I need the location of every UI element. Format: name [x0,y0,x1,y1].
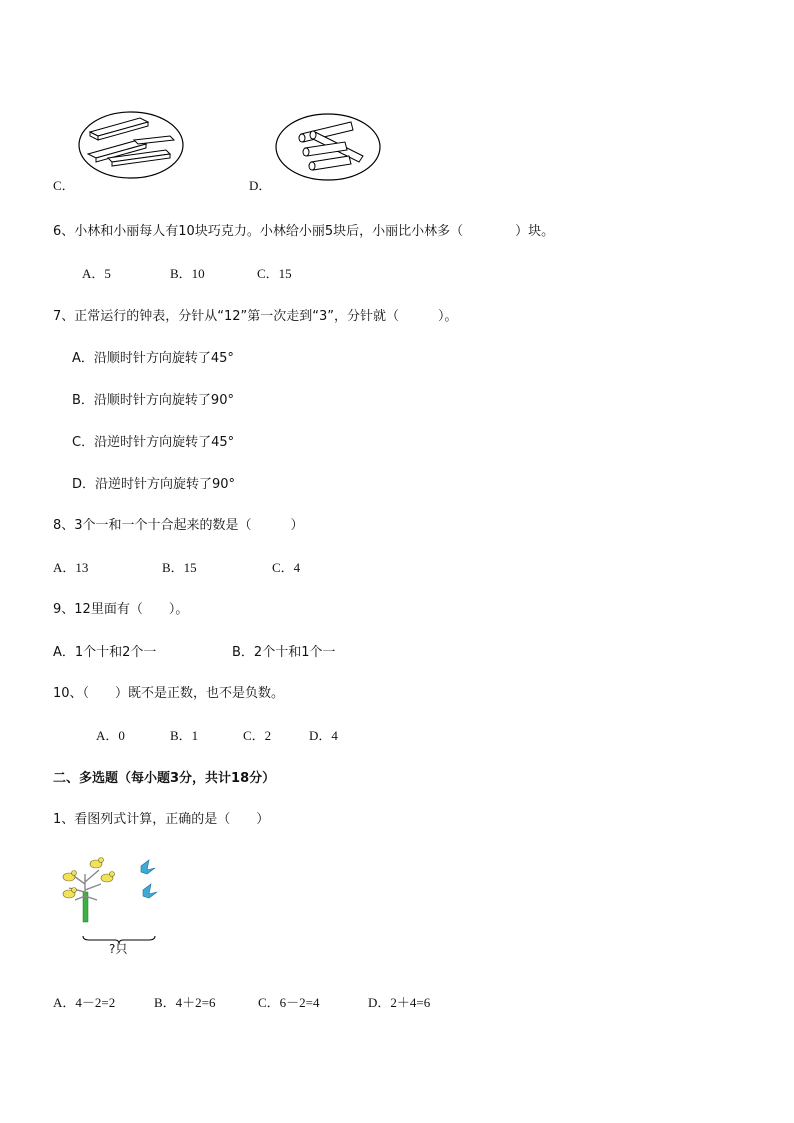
birds-tree-illustration [55,852,165,952]
m1-option-a[interactable]: A．4－2=2 [53,995,116,1010]
question-7-stem: 7、正常运行的钟表，分针从“12”第一次走到“3”，分针就（ ）。 [53,309,458,324]
q7-option-a[interactable]: A．沿顺时针方向旋转了45° [72,351,234,366]
multi-question-1-stem: 1、看图列式计算，正确的是（ ） [53,812,270,827]
option-d-label: D． [249,178,272,193]
question-9-stem: 9、12里面有（ ）。 [53,602,189,617]
q7-option-b[interactable]: B．沿顺时针方向旋转了90° [72,393,234,408]
option-c-label: C． [53,178,75,193]
q8-option-c[interactable]: C．4 [272,560,301,575]
q6-option-c[interactable]: C．15 [257,266,292,281]
q8-option-a[interactable]: A．13 [53,560,89,575]
q10-option-b[interactable]: B．1 [170,728,199,743]
m1-option-b[interactable]: B．4＋2=6 [154,995,216,1010]
question-8-stem: 8、3个一和一个十合起来的数是（ ） [53,518,304,533]
q10-option-c[interactable]: C．2 [243,728,272,743]
q6-option-a[interactable]: A．5 [82,266,111,281]
q10-option-d[interactable]: D．4 [309,728,338,743]
q9-option-a[interactable]: A．1个十和2个一 [53,645,157,660]
question-6-stem: 6、小林和小丽每人有10块巧克力。小林给小丽5块后，小丽比小林多（ ）块。 [53,224,555,239]
brace-label: ?只 [109,942,128,956]
q6-option-b[interactable]: B．10 [170,266,205,281]
m1-option-d[interactable]: D．2＋4=6 [368,995,431,1010]
q8-option-b[interactable]: B．15 [162,560,197,575]
figure-c-plates [78,110,184,180]
q9-option-b[interactable]: B．2个十和1个一 [232,645,336,660]
q7-option-c[interactable]: C．沿逆时针方向旋转了45° [72,435,235,450]
question-10-stem: 10、（ ）既不是正数，也不是负数。 [53,686,285,701]
q10-option-a[interactable]: A．0 [96,728,125,743]
figure-d-cylinders [275,112,381,182]
m1-option-c[interactable]: C．6－2=4 [258,995,320,1010]
section-2-heading: 二、多选题（每小题3分，共计18分） [53,771,276,786]
q7-option-d[interactable]: D．沿逆时针方向旋转了90° [72,477,236,492]
